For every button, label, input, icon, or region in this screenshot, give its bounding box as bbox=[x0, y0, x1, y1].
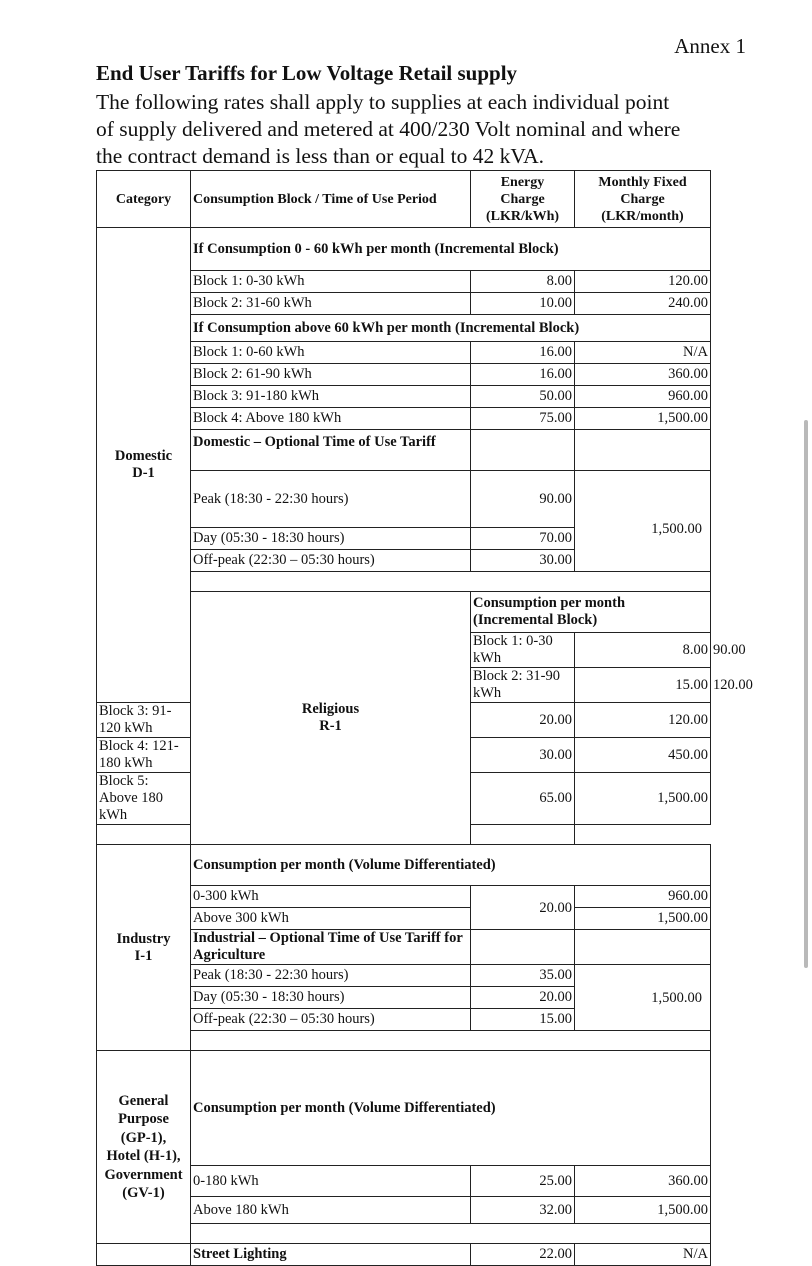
block-label: Block 5: Above 180 kWh bbox=[97, 773, 191, 825]
block-label: Block 3: 91-120 kWh bbox=[97, 703, 191, 738]
empty-cell bbox=[191, 1224, 711, 1244]
block-label: Peak (18:30 - 22:30 hours) bbox=[191, 965, 471, 987]
section-heading: If Consumption 0 - 60 kWh per month (Incremental Block) bbox=[191, 228, 711, 271]
header-energy-line: (LKR/kWh) bbox=[485, 208, 560, 224]
block-label: Block 1: 0-60 kWh bbox=[191, 342, 471, 364]
category-religious bbox=[191, 592, 471, 845]
fixed-charge: 120.00 bbox=[575, 271, 711, 293]
category-line: Hotel (H-1), bbox=[106, 1148, 181, 1164]
fixed-charge: 360.00 bbox=[575, 1166, 711, 1197]
section-heading: If Consumption above 60 kWh per month (Incremental Block) bbox=[191, 315, 711, 342]
energy-charge: 90.00 bbox=[471, 471, 575, 528]
tariff-table bbox=[96, 170, 753, 1266]
energy-charge: 15.00 bbox=[575, 668, 711, 703]
block-label: Block 4: 121-180 kWh bbox=[97, 738, 191, 773]
header-category: Category bbox=[97, 171, 191, 228]
annex-label: Annex 1 bbox=[674, 34, 746, 58]
fixed-charge: 1,500.00 bbox=[575, 965, 711, 1031]
empty-cell bbox=[191, 1031, 711, 1051]
category-line: Religious bbox=[301, 701, 360, 717]
document-title: End User Tariffs for Low Voltage Retail supply bbox=[96, 61, 518, 85]
table-row bbox=[97, 1244, 711, 1266]
block-label: Block 2: 31-90 kWh bbox=[471, 668, 575, 703]
fixed-charge: 960.00 bbox=[575, 386, 711, 408]
energy-charge: 25.00 bbox=[471, 1166, 575, 1197]
empty-cell bbox=[191, 572, 711, 592]
block-label: Block 1: 0-30 kWh bbox=[191, 271, 471, 293]
empty-cell bbox=[575, 930, 711, 965]
block-label: Block 2: 31-60 kWh bbox=[191, 293, 471, 315]
table-row: Block 2: 31-90 kWh 15.00 120.00 bbox=[97, 668, 711, 703]
category-line: Government bbox=[104, 1166, 183, 1183]
header-energy-line: Energy bbox=[500, 174, 545, 190]
energy-charge: 20.00 bbox=[471, 987, 575, 1009]
energy-charge: 30.00 bbox=[471, 738, 575, 773]
intro-paragraph bbox=[96, 89, 766, 170]
fixed-charge: 120.00 bbox=[575, 703, 711, 738]
empty-cell bbox=[575, 430, 711, 471]
category-line: D-1 bbox=[132, 465, 155, 481]
empty-cell bbox=[471, 930, 575, 965]
energy-charge: 8.00 bbox=[471, 271, 575, 293]
category-line: (GP-1), bbox=[120, 1129, 167, 1146]
intro-line: The following rates shall apply to supplies at each individual point bbox=[96, 90, 670, 114]
energy-charge: 10.00 bbox=[471, 293, 575, 315]
block-label: Off-peak (22:30 – 05:30 hours) bbox=[191, 1009, 471, 1031]
header-energy-line: Charge bbox=[500, 191, 545, 207]
block-label: Block 1: 0-30 kWh bbox=[471, 633, 575, 668]
fixed-charge: 450.00 bbox=[575, 738, 711, 773]
category-line: I-1 bbox=[134, 947, 153, 964]
intro-line: the contract demand is less than or equal to 42 kVA. bbox=[96, 144, 545, 168]
scrollbar[interactable] bbox=[804, 420, 808, 968]
energy-charge: 8.00 bbox=[575, 633, 711, 668]
table-header-row bbox=[97, 171, 711, 228]
section-heading: Domestic – Optional Time of Use Tariff bbox=[191, 430, 471, 471]
section-heading: Consumption per month (Volume Differentiated) bbox=[191, 1051, 711, 1166]
category-general-purpose bbox=[97, 1051, 191, 1244]
fixed-charge: 240.00 bbox=[575, 293, 711, 315]
fixed-charge: 360.00 bbox=[575, 364, 711, 386]
category-line: (GV-1) bbox=[122, 1185, 165, 1201]
category-line: Domestic bbox=[114, 448, 173, 464]
header-fixed-line: Charge bbox=[620, 191, 665, 207]
fixed-charge: 1,500.00 bbox=[575, 1197, 711, 1224]
block-label: 0-180 kWh bbox=[191, 1166, 471, 1197]
block-label: Block 2: 61-90 kWh bbox=[191, 364, 471, 386]
empty-cell bbox=[97, 825, 575, 845]
section-heading: Industrial – Optional Time of Use Tariff for Agriculture bbox=[191, 930, 471, 965]
fixed-charge: N/A bbox=[575, 342, 711, 364]
section-heading: Consumption per month (Incremental Block) bbox=[471, 592, 711, 633]
energy-charge: 22.00 bbox=[471, 1244, 575, 1266]
energy-charge: 50.00 bbox=[471, 386, 575, 408]
header-fixed-line: Monthly Fixed bbox=[598, 174, 687, 190]
table-row: Block 1: 0-30 kWh 8.00 90.00 bbox=[97, 633, 711, 668]
section-heading: Consumption per month (Volume Differentiated) bbox=[191, 845, 711, 886]
table-row bbox=[97, 845, 711, 886]
spacer-row bbox=[97, 825, 711, 845]
fixed-charge: 1,500.00 bbox=[575, 408, 711, 430]
energy-charge: 16.00 bbox=[471, 342, 575, 364]
energy-charge: 70.00 bbox=[471, 528, 575, 550]
block-label: Off-peak (22:30 – 05:30 hours) bbox=[191, 550, 471, 572]
fixed-charge: 1,500.00 bbox=[575, 908, 711, 930]
fixed-charge: 1,500.00 bbox=[575, 773, 711, 825]
category-domestic bbox=[97, 228, 191, 703]
category-line: Industry bbox=[116, 930, 171, 947]
fixed-charge: 1,500.00 bbox=[575, 471, 711, 572]
block-label: Day (05:30 - 18:30 hours) bbox=[191, 528, 471, 550]
energy-charge: 16.00 bbox=[471, 364, 575, 386]
street-lighting-label: Street Lighting bbox=[191, 1244, 471, 1266]
energy-charge: 32.00 bbox=[471, 1197, 575, 1224]
energy-charge: 20.00 bbox=[471, 886, 575, 930]
header-fixed-line: (LKR/month) bbox=[601, 208, 684, 224]
category-line: R-1 bbox=[319, 718, 342, 734]
block-label: Above 180 kWh bbox=[191, 1197, 471, 1224]
energy-charge: 15.00 bbox=[471, 1009, 575, 1031]
fixed-charge: N/A bbox=[575, 1244, 711, 1266]
block-label: Day (05:30 - 18:30 hours) bbox=[191, 987, 471, 1009]
energy-charge: 35.00 bbox=[471, 965, 575, 987]
category-industry bbox=[97, 845, 191, 1051]
empty-cell bbox=[471, 430, 575, 471]
header-block: Consumption Block / Time of Use Period bbox=[191, 171, 471, 228]
intro-line: of supply delivered and metered at 400/230 Volt nominal and where bbox=[96, 117, 681, 141]
table-row bbox=[97, 1051, 711, 1166]
energy-charge: 30.00 bbox=[471, 550, 575, 572]
block-label: Peak (18:30 - 22:30 hours) bbox=[191, 471, 471, 528]
energy-charge: 20.00 bbox=[471, 703, 575, 738]
fixed-charge: 960.00 bbox=[575, 886, 711, 908]
category-line: General bbox=[118, 1092, 169, 1109]
energy-charge: 75.00 bbox=[471, 408, 575, 430]
table-row bbox=[97, 228, 711, 271]
category-line: Purpose bbox=[118, 1111, 169, 1127]
energy-charge: 65.00 bbox=[471, 773, 575, 825]
header-energy bbox=[471, 171, 575, 228]
empty-cell bbox=[97, 1244, 191, 1266]
block-label: Block 3: 91-180 kWh bbox=[191, 386, 471, 408]
block-label: Block 4: Above 180 kWh bbox=[191, 408, 471, 430]
block-label: 0-300 kWh bbox=[191, 886, 471, 908]
header-fixed bbox=[575, 171, 711, 228]
block-label: Above 300 kWh bbox=[191, 908, 471, 930]
